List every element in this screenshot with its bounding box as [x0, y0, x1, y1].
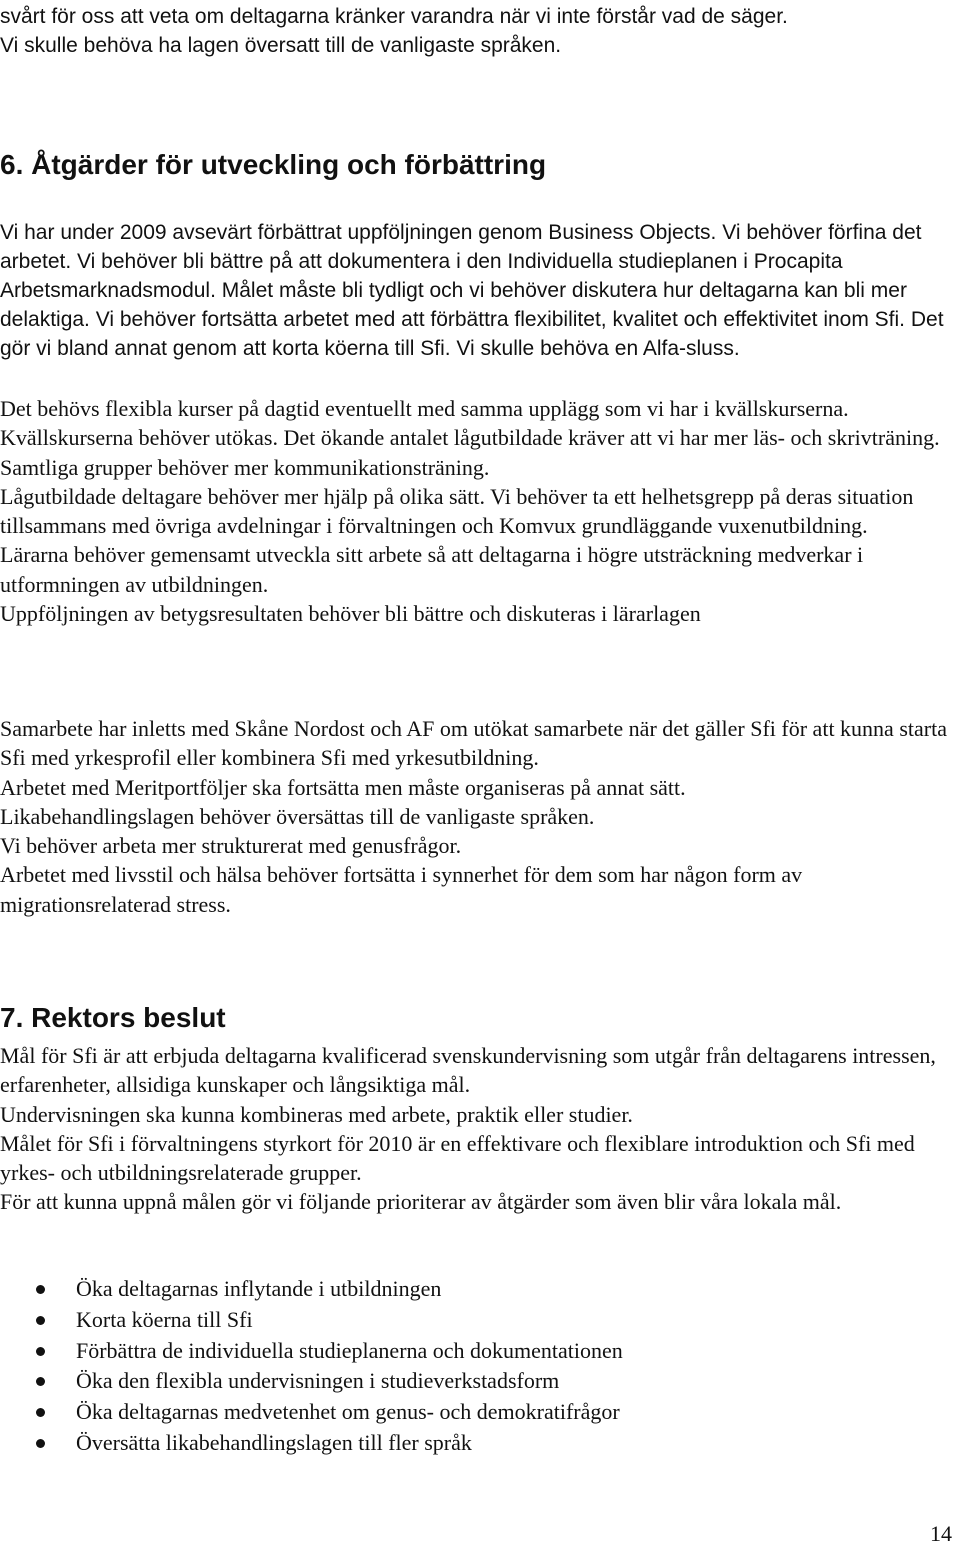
section-6-heading: 6. Åtgärder för utveckling och förbättring [0, 149, 547, 180]
paragraph: Arbetet med Meritportföljer ska fortsätta men måste organiseras på annat sätt. [0, 774, 686, 800]
bullet-icon [36, 1408, 45, 1417]
section-6-paragraph-sans: Vi har under 2009 avsevärt förbättrat uppföljningen genom Business Objects. Vi behöver förfina det arbetet. Vi behöver bli bättre på att dokumentera i den Individuella studieplanen i Procapita Arbetsmarknadsmodul. Målet måste bli tydligt och vi behöver diskutera hur deltagarna kan bli mer delaktiga. Vi behöver fortsätta arbetet med att förbättra flexibilitet, kvalitet och effektivitet inom Sfi. Det gör vi bland annat genom att korta köerna till Sfi. Vi skulle behöva en Alfa-sluss. [0, 221, 944, 360]
bullet-icon [36, 1285, 45, 1294]
list-item [0, 1305, 623, 1336]
paragraph: Arbetet med livsstil och hälsa behöver fortsätta i synnerhet för dem som har någon form av migrationsrelaterad stress. [0, 862, 803, 917]
list-item [0, 1397, 623, 1428]
section-7-paragraphs [0, 1041, 960, 1217]
list-item [0, 1274, 623, 1305]
paragraph: Mål för Sfi är att erbjuda deltagarna kvalificerad svenskundervisning som utgår från deltagarens intressen, erfarenheter, allsidiga kunskaper och långsiktiga mål. [0, 1043, 936, 1098]
intro-line: svårt för oss att veta om deltagarna kränker varandra när vi inte förstår vad de säger. [0, 5, 788, 28]
paragraph: Vi behöver arbeta mer strukturerat med genusfrågor. [0, 833, 462, 859]
paragraph: Lärarna behöver gemensamt utveckla sitt arbete så att deltagarna i högre utsträckning medverkar i utformningen av utbildningen. [0, 542, 864, 597]
list-item-text: Korta köerna till Sfi [76, 1306, 253, 1332]
intro-paragraph [0, 2, 960, 60]
paragraph: Undervisningen ska kunna kombineras med arbete, praktik eller studier. [0, 1101, 633, 1127]
section-6-paragraphs-serif [0, 394, 960, 628]
list-item-text: Öka deltagarnas medvetenhet om genus- och demokratifrågor [76, 1399, 620, 1425]
bullet-icon [36, 1439, 45, 1448]
bullet-icon [36, 1316, 45, 1325]
paragraph: Samarbete har inletts med Skåne Nordost och AF om utökat samarbete när det gäller Sfi för att kunna starta Sfi med yrkesprofil eller kombinera Sfi med yrkesutbildning. [0, 716, 947, 771]
section-7-heading: 7. Rektors beslut [0, 1002, 226, 1033]
list-item [0, 1336, 623, 1367]
list-item-text: Översätta likabehandlingslagen till fler språk [76, 1429, 472, 1455]
bullet-icon [36, 1377, 45, 1386]
list-item-text: Öka den flexibla undervisningen i studieverkstadsform [76, 1368, 560, 1394]
paragraph: För att kunna uppnå målen gör vi följande prioriterar av åtgärder som även blir våra lokala mål. [0, 1189, 842, 1215]
paragraph: Målet för Sfi i förvaltningens styrkort för 2010 är en effektivare och flexiblare introduktion och Sfi med yrkes- och utbildningsrelaterade grupper. [0, 1130, 915, 1186]
list-item-text: Öka deltagarnas inflytande i utbildningen [76, 1276, 442, 1301]
list-item-text: Förbättra de individuella studieplanerna och dokumentationen [76, 1337, 623, 1363]
paragraph: Lågutbildade deltagare behöver mer hjälp på olika sätt. Vi behöver ta ett helhetsgrepp på deras situation tillsammans med övriga avdelningar i förvaltningen och Komvux grundläggande vuxenutbildning. [0, 483, 914, 539]
intro-line: Vi skulle behöva ha lagen översatt till de vanligaste språken. [0, 34, 562, 57]
paragraph: Likabehandlingslagen behöver översättas till de vanligaste språken. [0, 803, 595, 829]
list-item [0, 1428, 623, 1459]
list-item [0, 1366, 623, 1397]
section-6-paragraphs-serif-2 [0, 714, 960, 919]
bullet-icon [36, 1347, 45, 1356]
paragraph: Det behövs flexibla kurser på dagtid eventuellt med samma upplägg som vi har i kvällskurserna. Kvällskurserna behöver utökas. Det ökande antalet lågutbildade kräver att vi har mer läs- och skrivträning. Samtliga grupper behöver mer kommunikationsträning. [0, 396, 940, 480]
paragraph: Uppföljningen av betygsresultaten behöver bli bättre och diskuteras i lärarlagen [0, 601, 701, 627]
page-number: 14 [930, 1521, 952, 1546]
goals-list [0, 1274, 623, 1459]
